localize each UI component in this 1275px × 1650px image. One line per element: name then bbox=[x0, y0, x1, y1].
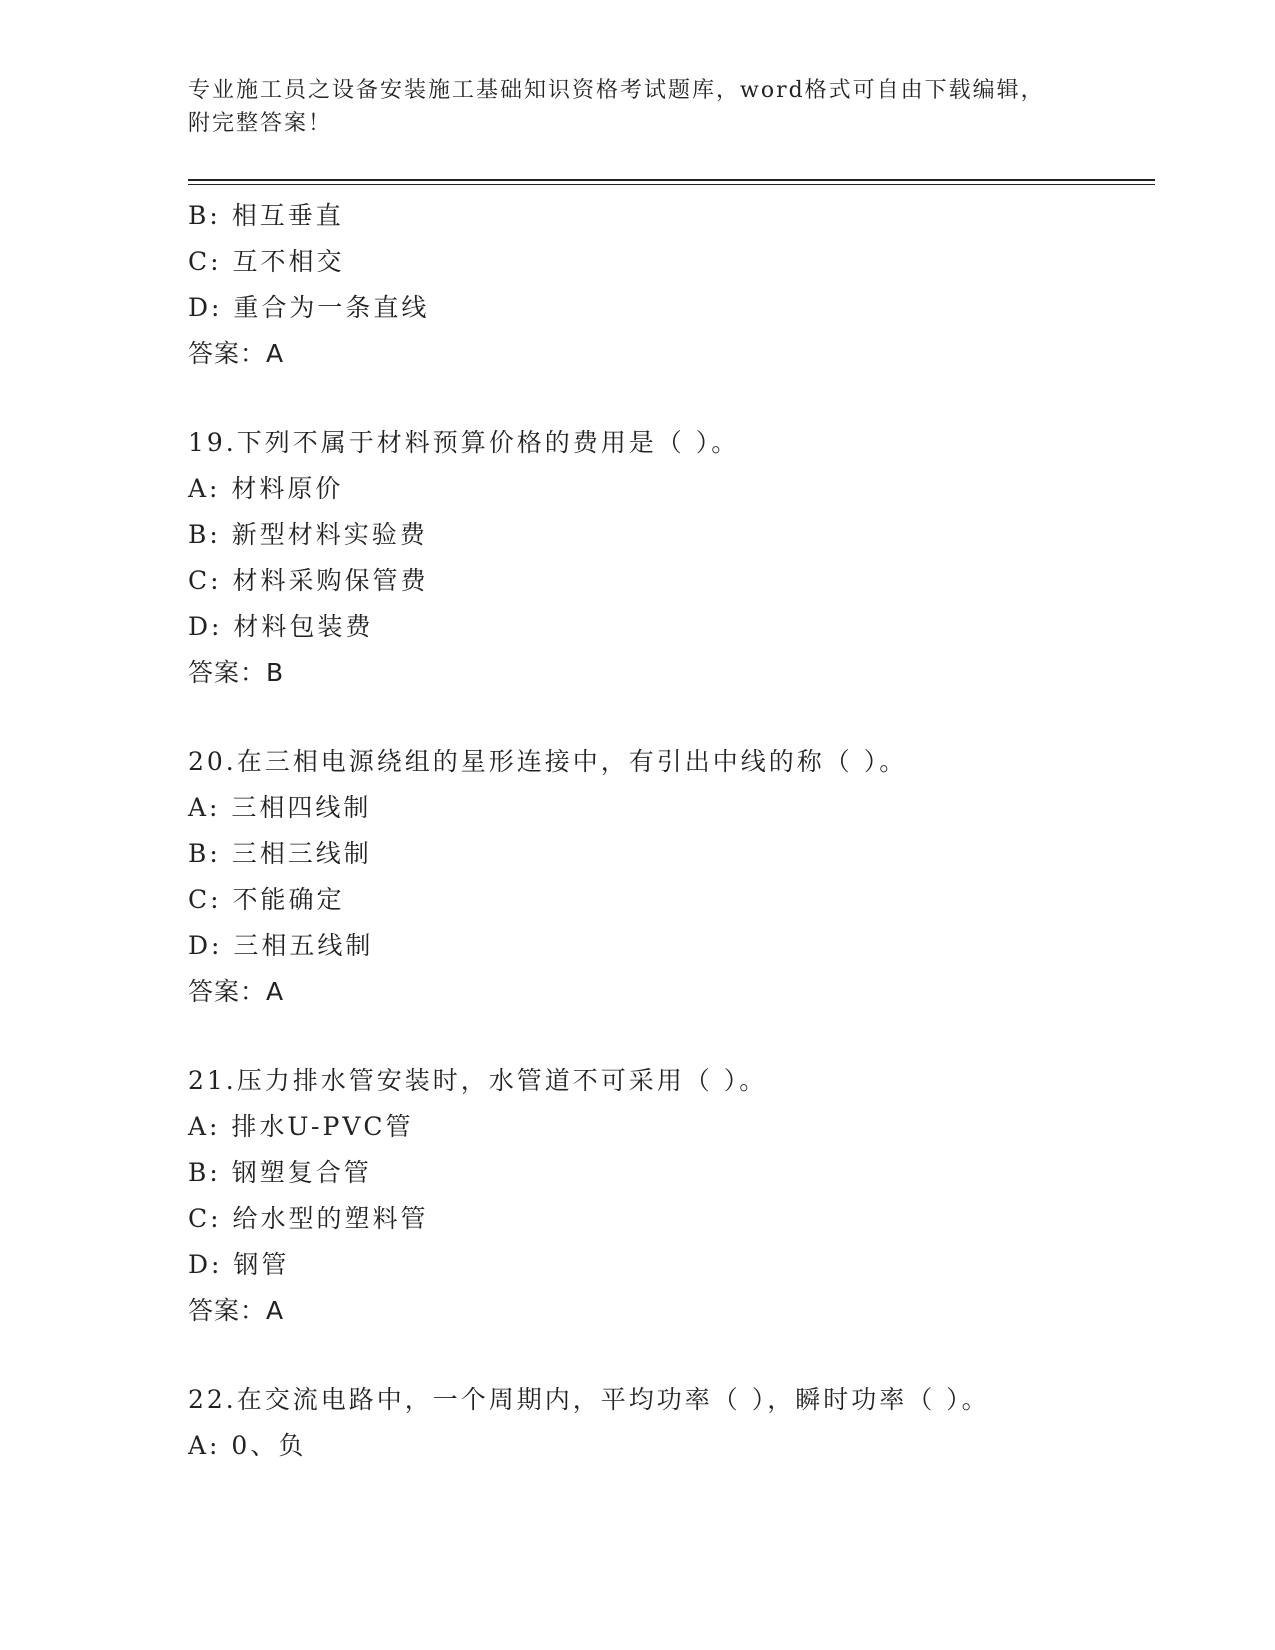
document-header bbox=[188, 74, 1048, 140]
question-21 bbox=[188, 1058, 1148, 1334]
header-line-2: 附完整答案！ bbox=[188, 111, 333, 136]
option-a: A: 0、负 bbox=[188, 1431, 307, 1460]
option-c: C: 不能确定 bbox=[188, 885, 345, 914]
question-stem: 21.压力排水管安装时，水管道不可采用（ ）。 bbox=[188, 1066, 768, 1095]
option-a: A: 排水U-PVC管 bbox=[188, 1112, 414, 1141]
option-a: A: 三相四线制 bbox=[188, 793, 372, 822]
option-d: D: 钢管 bbox=[188, 1250, 290, 1279]
answer: 答案：A bbox=[188, 977, 285, 1006]
question-stem: 20.在三相电源绕组的星形连接中，有引出中线的称（ ）。 bbox=[188, 747, 908, 776]
header-line-1: 专业施工员之设备安装施工基础知识资格考试题库，word格式可自由下载编辑， bbox=[188, 78, 1045, 103]
header-divider-thick bbox=[188, 179, 1155, 181]
question-18-tail bbox=[188, 193, 1148, 377]
option-d: D: 重合为一条直线 bbox=[188, 293, 430, 322]
header-divider-thin bbox=[188, 184, 1155, 185]
answer: 答案：A bbox=[188, 339, 285, 368]
question-19 bbox=[188, 420, 1148, 696]
option-d: D: 材料包装费 bbox=[188, 612, 374, 641]
option-c: C: 材料采购保管费 bbox=[188, 566, 429, 595]
option-b: B: 钢塑复合管 bbox=[188, 1158, 372, 1187]
option-b: B: 新型材料实验费 bbox=[188, 520, 428, 549]
answer: 答案：B bbox=[188, 658, 285, 687]
question-20 bbox=[188, 739, 1148, 1015]
option-d: D: 三相五线制 bbox=[188, 931, 374, 960]
option-c: C: 给水型的塑料管 bbox=[188, 1204, 429, 1233]
question-list bbox=[188, 193, 1148, 1469]
answer: 答案：A bbox=[188, 1296, 285, 1325]
option-c: C: 互不相交 bbox=[188, 247, 345, 276]
question-stem: 22.在交流电路中，一个周期内，平均功率（ ），瞬时功率（ ）。 bbox=[188, 1385, 990, 1414]
option-b: B: 三相三线制 bbox=[188, 839, 372, 868]
question-stem: 19.下列不属于材料预算价格的费用是（ ）。 bbox=[188, 428, 740, 457]
question-22 bbox=[188, 1377, 1148, 1469]
option-b: B: 相互垂直 bbox=[188, 201, 344, 230]
option-a: A: 材料原价 bbox=[188, 474, 344, 503]
